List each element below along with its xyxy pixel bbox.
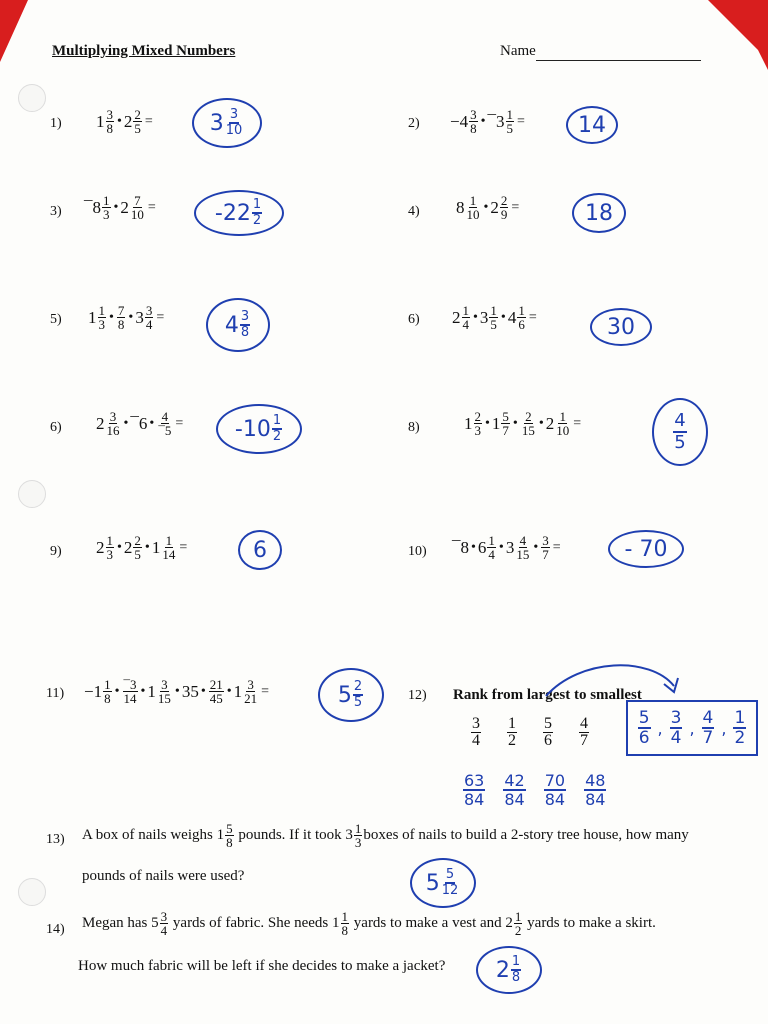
rank-answer-box: $\frac{5}{6}$ , $\frac{3}{4}$ , $\frac{4}{7}$ , $\frac{1}{2}$	[626, 700, 758, 756]
word-problem-text: Megan has 5 $\frac{3}{4}$ yards of fabric. She needs 1 $\frac{1}{8}$ yards to make a vest and 2 $\frac{1}{2}$ yards to make a skirt.	[82, 909, 656, 938]
answer-circle: 4 $\frac{3}{8}$	[206, 298, 270, 352]
rank-work: $\frac{63}{84}$ $\frac{42}{84}$ $\frac{70}{84}$ $\frac{48}{84}$	[464, 771, 606, 809]
problem-expression: ¯8 • 6 $\frac{1}{4}$ • 3 $\frac{4}{15}$ • $\frac{3}{7}$ =	[452, 533, 561, 562]
name-label: Name	[500, 43, 536, 59]
word-problem-text-line2: pounds of nails were used?	[82, 868, 245, 884]
problem-expression: 1 $\frac{1}{3}$ • $\frac{7}{8}$ • 3 $\frac{3}{4}$ =	[88, 303, 165, 332]
red-corner-left	[0, 0, 60, 70]
problem-expression: 2 $\frac{3}{16}$ • ¯6 • $\frac{4}{¯5}$ =	[96, 409, 184, 438]
answer-circle: 3 $\frac{3}{10}$	[192, 98, 262, 148]
answer-circle: 5 $\frac{5}{12}$	[410, 858, 476, 908]
problem-number: 3)	[50, 204, 62, 219]
rank-fractions: $\frac{3}{4}$ $\frac{1}{2}$ $\frac{5}{6}$ $\frac{4}{7}$	[472, 715, 588, 749]
name-field[interactable]	[536, 60, 701, 61]
problem-number: 2)	[408, 116, 420, 131]
problem-expression: ¯8 $\frac{1}{3}$ • 2 $\frac{7}{10}$ =	[84, 193, 156, 222]
answer-circle: $\frac{4}{5}$	[652, 398, 708, 466]
hole-punch	[18, 480, 46, 508]
arrow-icon	[540, 656, 690, 702]
problem-expression: 8 $\frac{1}{10}$ • 2 $\frac{2}{9}$ =	[456, 193, 520, 222]
hole-punch	[18, 878, 46, 906]
answer-circle: -10 $\frac{1}{2}$	[216, 404, 302, 454]
problem-expression: 1 $\frac{2}{3}$ • 1 $\frac{5}{7}$ • $\frac{2}{15}$ • 2 $\frac{1}{10}$ =	[464, 409, 582, 438]
red-corner-right	[708, 0, 768, 70]
answer-circle: 14	[566, 106, 618, 144]
problem-number: 5)	[50, 312, 62, 327]
problem-expression: −4 $\frac{3}{8}$ • ¯3 $\frac{1}{5}$ =	[450, 107, 525, 136]
problem-number: 1)	[50, 116, 62, 131]
problem-expression: 2 $\frac{1}{4}$ • 3 $\frac{1}{5}$ • 4 $\frac{1}{6}$ =	[452, 303, 537, 332]
answer-circle: - 70	[608, 530, 684, 568]
problem-expression: −1 $\frac{1}{8}$ • $\frac{¯3}{14}$ • 1 $\frac{3}{15}$ • 35 • $\frac{21}{45}$ • 1 $\frac{3}{21}$ =	[84, 677, 270, 706]
problem-number: 4)	[408, 204, 420, 219]
answer-circle: 30	[590, 308, 652, 346]
answer-circle: 18	[572, 193, 626, 233]
problem-number: 14)	[46, 922, 65, 937]
problem-number: 8)	[408, 420, 420, 435]
answer-circle: 5 $\frac{2}{5}$	[318, 668, 384, 722]
problem-number: 10)	[408, 544, 427, 559]
word-problem-text: A box of nails weighs 1 $\frac{5}{8}$ pounds. If it took 3 $\frac{1}{3}$ boxes of nails to build a 2-story tree house, how many	[82, 821, 689, 850]
rank-heading: Rank from largest to smallest	[453, 687, 642, 703]
problem-expression: 1 $\frac{3}{8}$ • 2 $\frac{2}{5}$ =	[96, 107, 153, 136]
answer-circle: 2 $\frac{1}{8}$	[476, 946, 542, 994]
problem-number: 13)	[46, 832, 65, 847]
word-problem-text-line2: How much fabric will be left if she decides to make a jacket?	[78, 958, 446, 974]
hole-punch	[18, 84, 46, 112]
problem-number: 9)	[50, 544, 62, 559]
problem-number: 11)	[46, 686, 65, 701]
problem-expression: 2 $\frac{1}{3}$ • 2 $\frac{2}{5}$ • 1 $\frac{1}{14}$ =	[96, 533, 188, 562]
answer-circle: -22 $\frac{1}{2}$	[194, 190, 284, 236]
answer-circle: 6	[238, 530, 282, 570]
page-title: Multiplying Mixed Numbers	[52, 43, 236, 59]
problem-number: 6)	[408, 312, 420, 327]
problem-number: 12)	[408, 688, 427, 703]
problem-number: 6)	[50, 420, 62, 435]
